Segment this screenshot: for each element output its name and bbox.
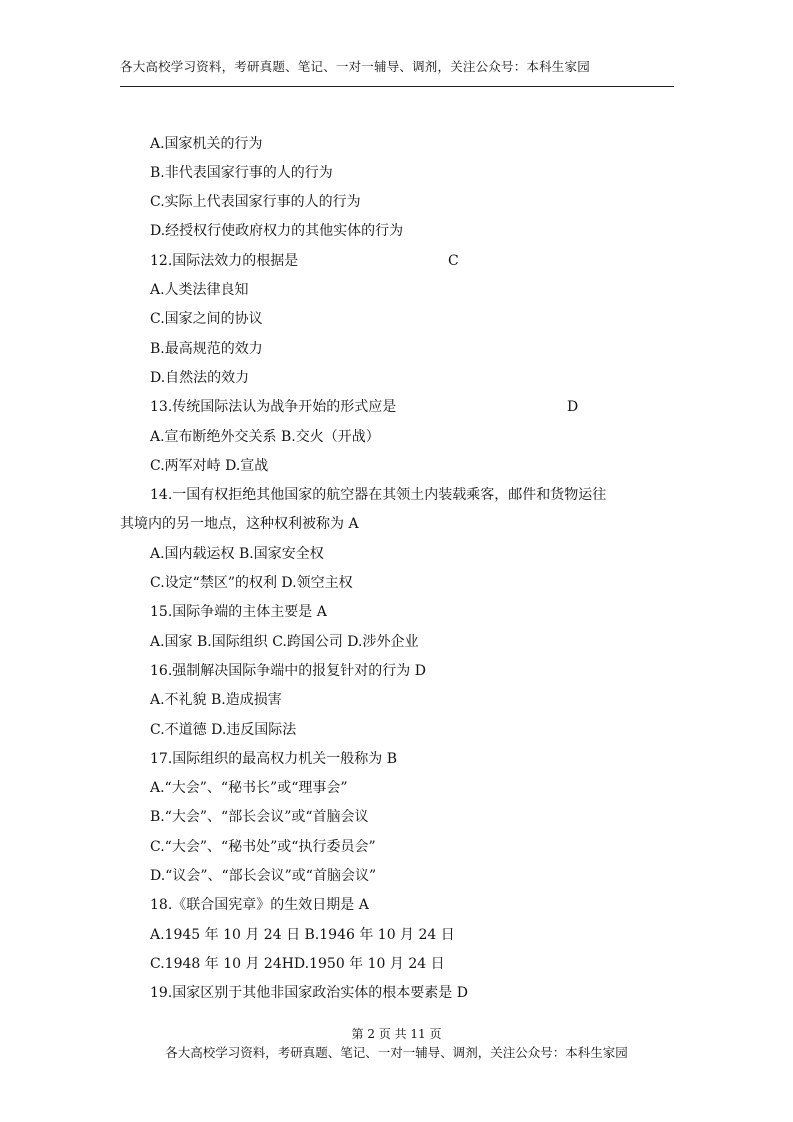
- answer-marker: D: [567, 399, 579, 415]
- text-line: C.国家之间的协议: [150, 311, 263, 327]
- text-line: C.不道德 D.违反国际法: [150, 722, 297, 738]
- text-line: A.不礼貌 B.造成损害: [150, 692, 282, 708]
- text-line: C.设定“禁区”的权利 D.领空主权: [150, 575, 353, 591]
- text-line: A.1945 年 10 月 24 日 B.1946 年 10 月 24 日: [150, 927, 455, 943]
- question-line: 12.国际法效力的根据是: [150, 253, 299, 269]
- text-line: D.“议会”、“部长会议”或“首脑会议”: [150, 868, 377, 884]
- footer-text: 各大高校学习资料，考研真题、笔记、一对一辅导、调剂，关注公众号：本科生家园: [165, 1045, 628, 1060]
- question-line: 13.传统国际法认为战争开始的形式应是: [150, 399, 397, 415]
- text-line: A.国家机关的行为: [150, 136, 263, 152]
- header-divider: [120, 86, 674, 87]
- text-line: A.宣布断绝外交关系 B.交火（开战）: [150, 429, 380, 445]
- text-line: B.“大会”、“部长会议”或“首脑会议: [150, 809, 369, 825]
- question-line: 17.国际组织的最高权力机关一般称为 B: [150, 751, 398, 767]
- text-line: C.“大会”、“秘书处”或“执行委员会”: [150, 839, 376, 855]
- text-line: C.1948 年 10 月 24HD.1950 年 10 月 24 日: [150, 956, 445, 972]
- text-line: B.最高规范的效力: [150, 341, 263, 357]
- text-line: A.“大会”、“秘书长”或“理事会”: [150, 780, 348, 796]
- text-line: D.经授权行使政府权力的其他实体的行为: [150, 223, 404, 239]
- question-line: 18.《联合国宪章》的生效日期是 A: [150, 897, 369, 913]
- text-line: A.人类法律良知: [150, 282, 249, 298]
- question-line: 19.国家区别于其他非国家政治实体的根本要素是 D: [150, 985, 468, 1001]
- question-line: 14.一国有权拒绝其他国家的航空器在其领土内装载乘客，邮件和货物运往: [150, 487, 607, 503]
- answer-marker: C: [448, 253, 459, 269]
- header-text: 各大高校学习资料，考研真题、笔记、一对一辅导、调剂，关注公众号：本科生家园: [120, 59, 590, 74]
- text-line: B.非代表国家行事的人的行为: [150, 165, 333, 181]
- text-line: A.国内载运权 B.国家安全权: [150, 546, 324, 562]
- page-number: 第 2 页 共 11 页: [351, 1027, 442, 1041]
- question-line: 15.国际争端的主体主要是 A: [150, 604, 327, 620]
- text-line: D.自然法的效力: [150, 370, 250, 386]
- text-line: A.国家 B.国际组织 C.跨国公司 D.涉外企业: [150, 634, 419, 650]
- text-line: C.实际上代表国家行事的人的行为: [150, 194, 361, 210]
- question-line-continued: 其境内的另一地点，这种权利被称为 A: [120, 516, 359, 532]
- text-line: C.两军对峙 D.宣战: [150, 458, 269, 474]
- question-line: 16.强制解决国际争端中的报复针对的行为 D: [150, 663, 426, 679]
